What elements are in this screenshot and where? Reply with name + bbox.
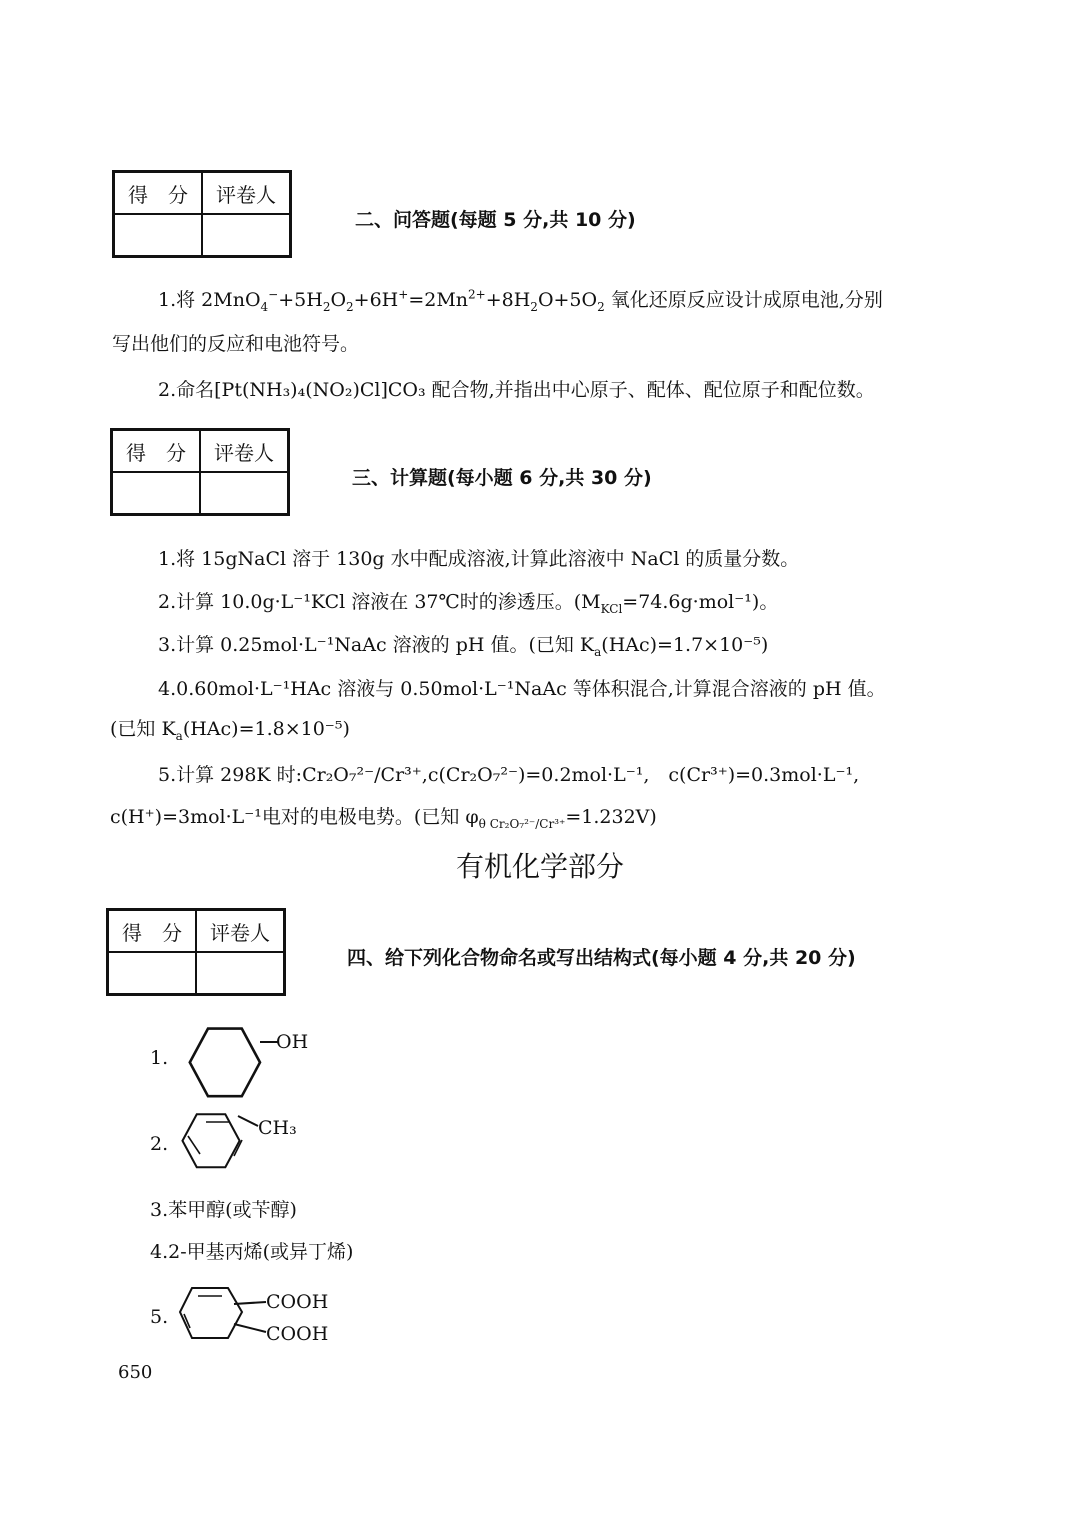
- score-cell[interactable]: [108, 952, 197, 995]
- item2-number: 2.: [150, 1133, 169, 1155]
- item5-number: 5.: [150, 1306, 169, 1328]
- oh-label: OH: [276, 1031, 309, 1053]
- grader-cell[interactable]: [202, 214, 291, 257]
- section2-q1-line2: 写出他们的反应和电池符号。: [112, 333, 360, 355]
- section3-q5-line1: 5.计算 298K 时:Cr₂O₇²⁻/Cr³⁺,c(Cr₂O₇²⁻)=0.2mol·L⁻¹, c(Cr³⁺)=0.3mol·L⁻¹,: [158, 764, 860, 786]
- cooh-bottom-label: COOH: [266, 1323, 329, 1345]
- toluene-structure: [170, 1100, 350, 1200]
- grader-cell[interactable]: [196, 952, 285, 995]
- section3-q3: 3.计算 0.25mol·L⁻¹NaAc 溶液的 pH 值。(已知 $K_a(HAc)=1.7\times 10^{-5}$): [158, 634, 769, 659]
- grader-label: 评卷人: [200, 430, 289, 473]
- grader-cell[interactable]: [200, 472, 289, 515]
- score-table-section3: [110, 428, 290, 516]
- section3-q2: 2.计算 10.0g·L⁻¹KCl 溶液在 37℃时的渗透压。$(M_{KCl}=74.6g\cdot mol^{-1})$。: [158, 591, 779, 616]
- ch3-label: CH₃: [258, 1117, 297, 1139]
- section2-q1-line1: 1.将 $2MnO_4^-+5H_2O_2+6H^+=2Mn^{2+}+8H_2O+5O_2$ 氧化还原反应设计成原电池,分别: [158, 287, 883, 314]
- score-table-section2: [112, 170, 292, 258]
- section3-q4-line1: 4.0.60mol·L⁻¹HAc 溶液与 0.50mol·L⁻¹NaAc 等体积混合,计算混合溶液的 pH 值。: [158, 678, 886, 700]
- score-label: 得 分: [108, 910, 197, 953]
- score-cell[interactable]: [114, 214, 203, 257]
- section3-q1: 1.将 15gNaCl 溶于 130g 水中配成溶液,计算此溶液中 NaCl 的质量分数。: [158, 548, 800, 570]
- item1-number: 1.: [150, 1047, 169, 1069]
- section3-q4-line2: (已知 $K_a(HAc)=1.8\times 10^{-5}$): [110, 718, 350, 743]
- section4-heading: 四、给下列化合物命名或写出结构式(每小题 4 分,共 20 分): [347, 947, 856, 969]
- score-label: 得 分: [114, 172, 203, 215]
- cooh-top-label: COOH: [266, 1291, 329, 1313]
- organic-section-title: 有机化学部分: [455, 850, 624, 883]
- phthalic-acid-structure: [170, 1278, 370, 1358]
- section2-heading: 二、问答题(每题 5 分,共 10 分): [355, 209, 636, 231]
- grader-label: 评卷人: [202, 172, 291, 215]
- item3: 3.苯甲醇(或苄醇): [150, 1199, 297, 1221]
- item4: 4.2-甲基丙烯(或异丁烯): [150, 1241, 354, 1263]
- section3-q5-line2: c(H⁺)=3mol·L⁻¹电对的电极电势。(已知 $\varphi_{\theta Cr_2O_7^{2-}/Cr^{3+}}=1.232V$): [110, 806, 657, 831]
- page-number: 650: [118, 1362, 153, 1383]
- cyclohexanol-structure: [170, 1010, 350, 1110]
- score-cell[interactable]: [112, 472, 201, 515]
- section3-heading: 三、计算题(每小题 6 分,共 30 分): [352, 467, 652, 489]
- score-label: 得 分: [112, 430, 201, 473]
- grader-label: 评卷人: [196, 910, 285, 953]
- score-table-section4: [106, 908, 286, 996]
- section2-q2: 2.命名[Pt(NH₃)₄(NO₂)Cl]CO₃ 配合物,并指出中心原子、配体、配位原子和配位数。: [158, 379, 875, 401]
